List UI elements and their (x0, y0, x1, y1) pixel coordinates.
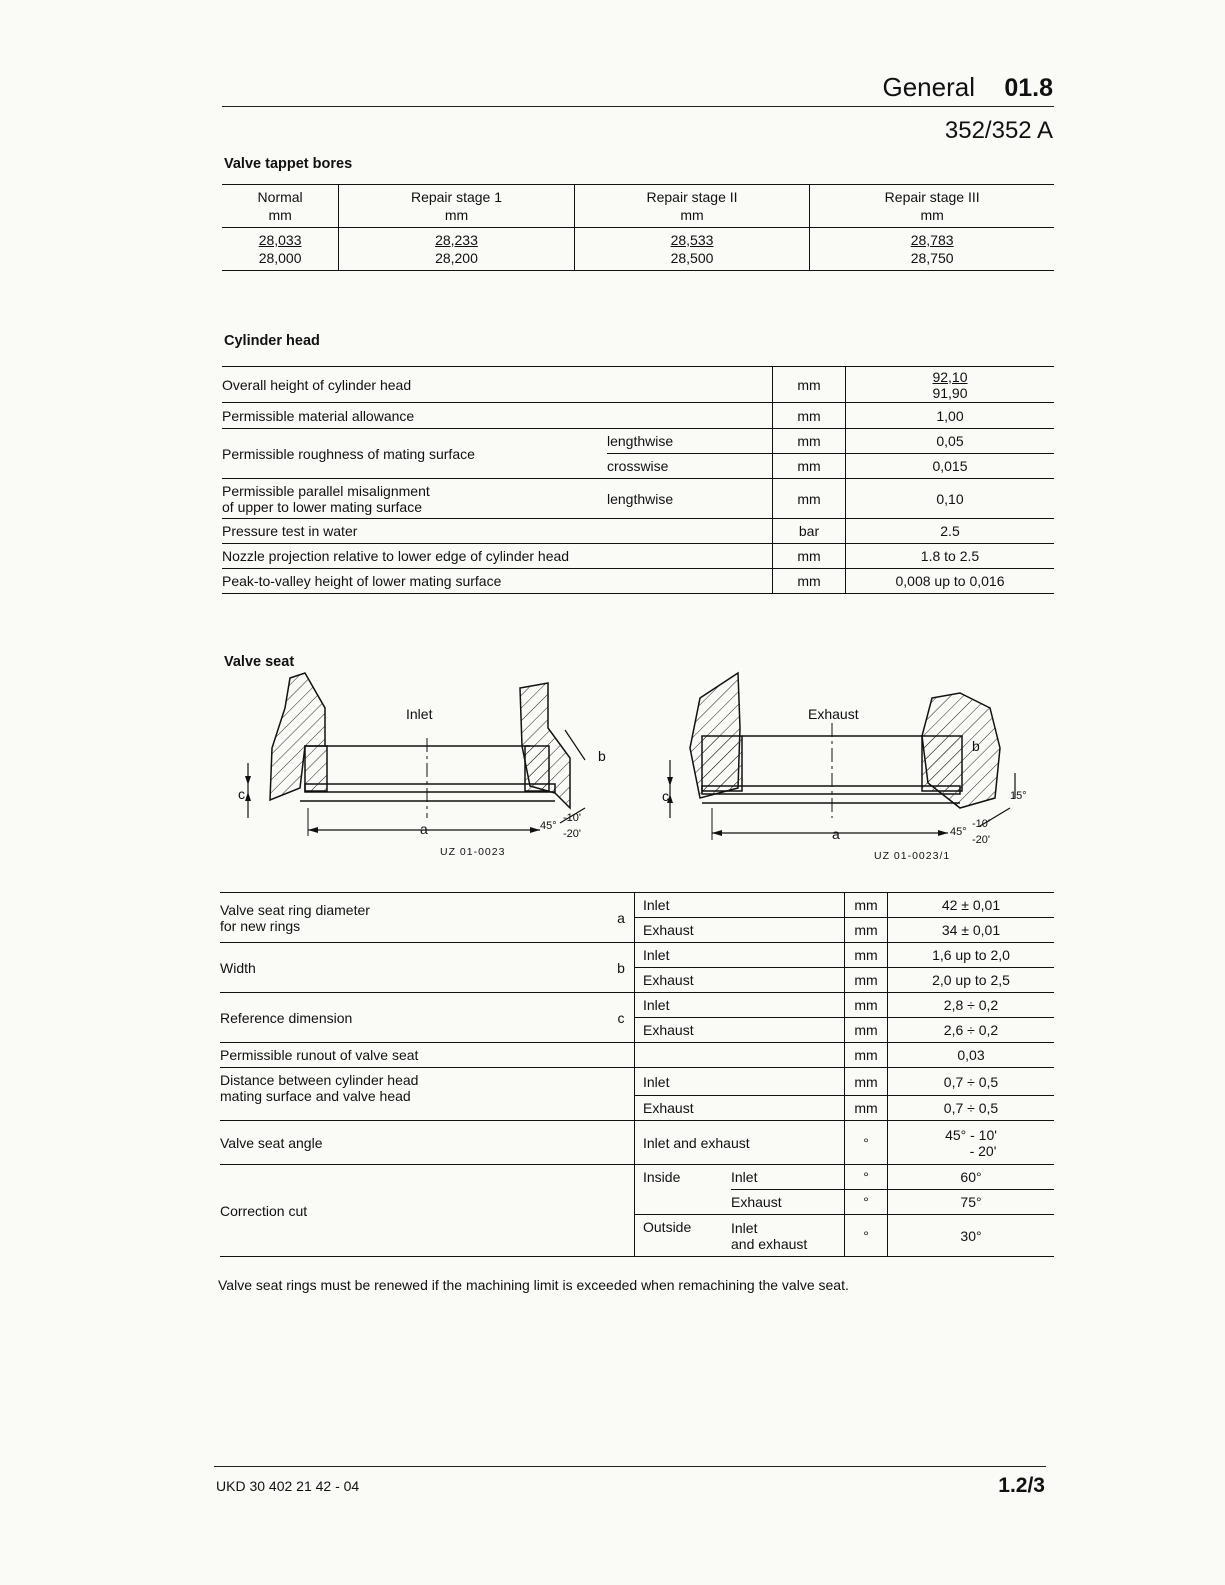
table-row: Distance between cylinder head mating surface and valve head Inlet mm 0,7 ÷ 0,5 (220, 1068, 1054, 1096)
table-row: Exhaust mm 34 ± 0,01 (220, 918, 1054, 943)
table-row: Reference dimension c Inlet mm 2,8 ÷ 0,2 (220, 993, 1054, 1018)
valve-seat-table (220, 892, 1054, 1257)
angle-tol-upper: -10' (563, 812, 581, 824)
inlet-seat-diagram (230, 668, 620, 868)
dim-a-label: a (832, 826, 840, 842)
tappet-value-cell: 28,233 28,200 (339, 228, 575, 271)
dim-b-label: b (972, 738, 980, 754)
valve-seat-title: Valve seat (224, 654, 295, 670)
table-row: Exhaust ° 75° (220, 1190, 1054, 1215)
table-row: Valve seat ring diameter for new rings a Inlet mm 42 ± 0,01 (220, 893, 1054, 918)
model-label: 352/352 A (944, 117, 1053, 144)
table-row: Permissible roughness of mating surface lengthwise mm 0,05 (222, 429, 1054, 454)
table-row: Exhaust mm 2,0 up to 2,5 (220, 968, 1054, 993)
tappet-header-cell: Repair stage 1 mm (339, 185, 575, 228)
dim-a-label: a (420, 821, 428, 837)
table-row: crosswise mm 0,015 (222, 454, 1054, 479)
dim-c-label: c (238, 786, 245, 802)
dim-b-label: b (598, 748, 606, 764)
tappet-table (222, 184, 1054, 271)
dim-c-label: c (662, 788, 669, 804)
tappet-value-cell: 28,533 28,500 (574, 228, 810, 271)
cylinder-head-title: Cylinder head (224, 333, 320, 349)
figure-code: UZ 01-0023/1 (874, 850, 951, 862)
table-row: Width b Inlet mm 1,6 up to 2,0 (220, 943, 1054, 968)
table-row: Exhaust mm 0,7 ÷ 0,5 (220, 1096, 1054, 1121)
angle2-label: 15° (1010, 790, 1027, 802)
angle-tol-upper: -10' (972, 818, 990, 830)
tappet-header-cell: Repair stage II mm (574, 185, 810, 228)
table-row: Overall height of cylinder head mm 92,10 91,90 (222, 367, 1054, 403)
inlet-label: Inlet (406, 706, 433, 722)
table-row: Permissible parallel misalignment of upper to lower mating surface lengthwise mm 0,10 (222, 479, 1054, 519)
tappet-header-cell: Repair stage III mm (810, 185, 1054, 228)
footer-rule (214, 1466, 1046, 1467)
table-row: Outside Inlet and exhaust ° 30° (220, 1215, 1054, 1257)
tappet-value-cell: 28,783 28,750 (910, 232, 954, 266)
tappet-value-cell: 28,033 28,000 (222, 228, 339, 271)
table-row: Valve seat angle Inlet and exhaust ° 45° - 10' - 20' (220, 1121, 1054, 1165)
table-row: Pressure test in water bar 2.5 (222, 519, 1054, 544)
angle-tol-lower: -20' (563, 828, 581, 840)
table-row: Correction cut Inside Inlet ° 60° (220, 1165, 1054, 1190)
section-code: 01.8 (1004, 74, 1053, 102)
tappet-title: Valve tappet bores (224, 156, 353, 172)
angle-label: 45° (950, 826, 967, 838)
angle-label: 45° (540, 820, 557, 832)
exhaust-label: Exhaust (808, 706, 859, 722)
table-row: Nozzle projection relative to lower edge of cylinder head mm 1.8 to 2.5 (222, 544, 1054, 569)
page-number: 1.2/3 (998, 1474, 1045, 1497)
table-row: Exhaust mm 2,6 ÷ 0,2 (220, 1018, 1054, 1043)
table-row: Permissible material allowance mm 1,00 (222, 403, 1054, 429)
table-row: Peak-to-valley height of lower mating surface mm 0,008 up to 0,016 (222, 569, 1054, 594)
header-rule (222, 106, 1054, 107)
footnote: Valve seat rings must be renewed if the machining limit is exceeded when remachining the valve seat. (218, 1277, 849, 1293)
cylinder-head-table (222, 366, 1054, 594)
section-title: General (882, 72, 975, 102)
document-code: UKD 30 402 21 42 - 04 (216, 1478, 360, 1494)
figure-code: UZ 01-0023 (440, 846, 506, 858)
tappet-header-cell: Normal mm (222, 185, 339, 228)
table-row: Permissible runout of valve seat mm 0,03 (220, 1043, 1054, 1068)
angle-tol-lower: -20' (972, 834, 990, 846)
